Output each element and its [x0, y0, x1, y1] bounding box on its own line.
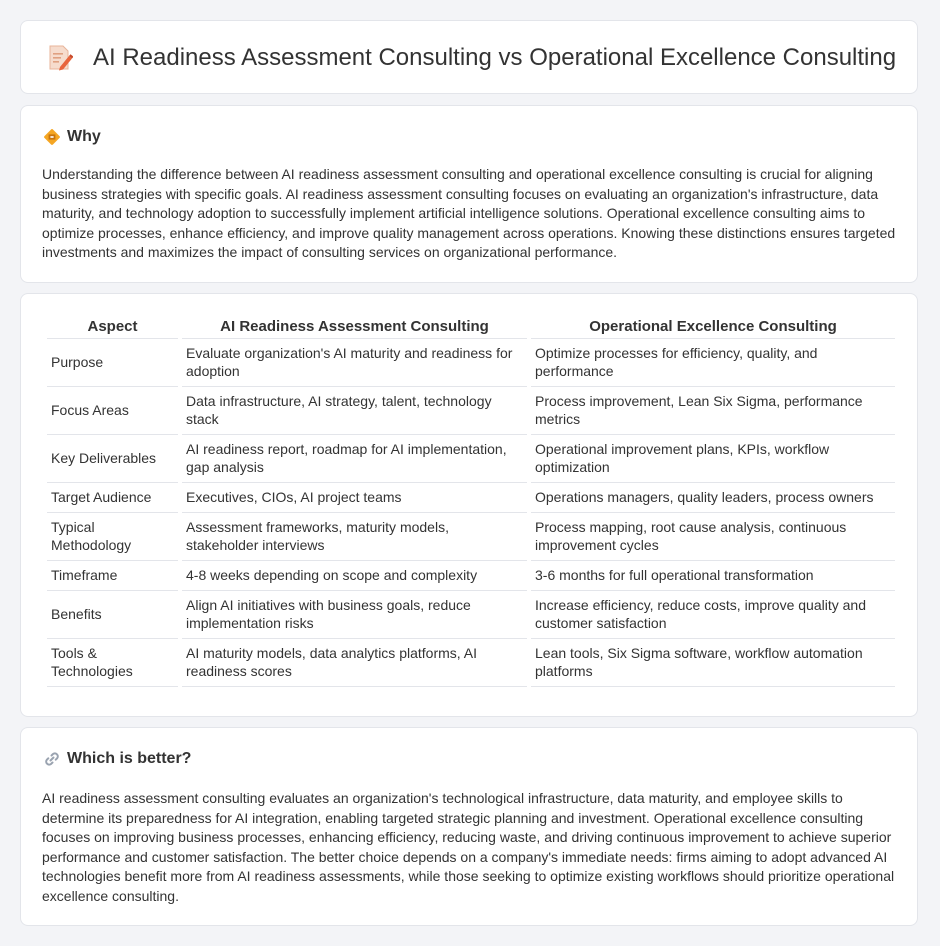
aspect-cell: Timeframe	[47, 561, 178, 591]
page-title: AI Readiness Assessment Consulting vs Operational Excellence Consulting	[93, 44, 897, 71]
operational-excellence-cell: Optimize processes for efficiency, quality, and performance	[531, 339, 895, 387]
why-heading: Why	[67, 128, 101, 145]
better-heading: Which is better?	[67, 750, 192, 767]
aspect-cell: Typical Methodology	[47, 513, 178, 561]
which-is-better-section	[20, 727, 918, 926]
link-icon	[43, 750, 61, 768]
document-pencil-icon	[47, 44, 73, 72]
ai-readiness-cell: Align AI initiatives with business goals, reduce implementation risks	[182, 591, 527, 639]
table-row	[47, 435, 895, 483]
operational-excellence-cell: Operations managers, quality leaders, process owners	[531, 483, 895, 513]
why-section	[20, 105, 918, 283]
header-aspect: Aspect	[47, 314, 178, 339]
table-header-row	[47, 314, 895, 339]
better-text: AI readiness assessment consulting evaluates an organization's technological infrastructure, data maturity, and employee skills to determine its preparedness for AI integration, enabling targeted strategic planning and investment. Operational excellence consulting focuses on improving business processes, enhancing efficiency, reducing waste, and driving continuous improvement to achieve superior performance and customer satisfaction. The better choice depends on a company's immediate needs: firms aiming to adopt advanced AI technologies benefit more from AI readiness assessments, while those seeking to optimize existing workflows should prioritize operational excellence consulting.	[42, 790, 895, 904]
aspect-cell: Focus Areas	[47, 387, 178, 435]
ai-readiness-cell: Executives, CIOs, AI project teams	[182, 483, 527, 513]
operational-excellence-cell: Process improvement, Lean Six Sigma, performance metrics	[531, 387, 895, 435]
operational-excellence-cell: Process mapping, root cause analysis, continuous improvement cycles	[531, 513, 895, 561]
ai-readiness-cell: Evaluate organization's AI maturity and readiness for adoption	[182, 339, 527, 387]
aspect-cell: Benefits	[47, 591, 178, 639]
table-row	[47, 387, 895, 435]
ai-readiness-cell: AI readiness report, roadmap for AI implementation, gap analysis	[182, 435, 527, 483]
aspect-cell: Tools & Technologies	[47, 639, 178, 687]
ai-readiness-cell: Data infrastructure, AI strategy, talent, technology stack	[182, 387, 527, 435]
operational-excellence-cell: Increase efficiency, reduce costs, improve quality and customer satisfaction	[531, 591, 895, 639]
operational-excellence-cell: 3-6 months for full operational transformation	[531, 561, 895, 591]
header-ai-readiness: AI Readiness Assessment Consulting	[182, 314, 527, 339]
table-row	[47, 339, 895, 387]
comparison-table	[43, 314, 899, 687]
header-operational-excellence: Operational Excellence Consulting	[531, 314, 895, 339]
comparison-section	[20, 293, 918, 717]
ai-readiness-cell: 4-8 weeks depending on scope and complexity	[182, 561, 527, 591]
operational-excellence-cell: Lean tools, Six Sigma software, workflow automation platforms	[531, 639, 895, 687]
table-row	[47, 483, 895, 513]
aspect-cell: Purpose	[47, 339, 178, 387]
aspect-cell: Key Deliverables	[47, 435, 178, 483]
why-text: Understanding the difference between AI readiness assessment consulting and operational excellence consulting is crucial for aligning business strategies with specific goals. AI readiness assessment consulting focuses on evaluating an organization's infrastructure, data maturity, and technology adoption to successfully implement artificial intelligence solutions. Operational excellence consulting aims to optimize processes, enhance efficiency, and improve quality management across operations. Knowing these distinctions ensures targeted investments and maximizes the impact of consulting services on organizational performance.	[42, 166, 896, 260]
table-row	[47, 591, 895, 639]
table-row	[47, 639, 895, 687]
diamond-sign-icon	[43, 128, 61, 146]
table-row	[47, 561, 895, 591]
ai-readiness-cell: Assessment frameworks, maturity models, stakeholder interviews	[182, 513, 527, 561]
table-row	[47, 513, 895, 561]
ai-readiness-cell: AI maturity models, data analytics platforms, AI readiness scores	[182, 639, 527, 687]
operational-excellence-cell: Operational improvement plans, KPIs, workflow optimization	[531, 435, 895, 483]
title-card	[20, 20, 918, 94]
aspect-cell: Target Audience	[47, 483, 178, 513]
